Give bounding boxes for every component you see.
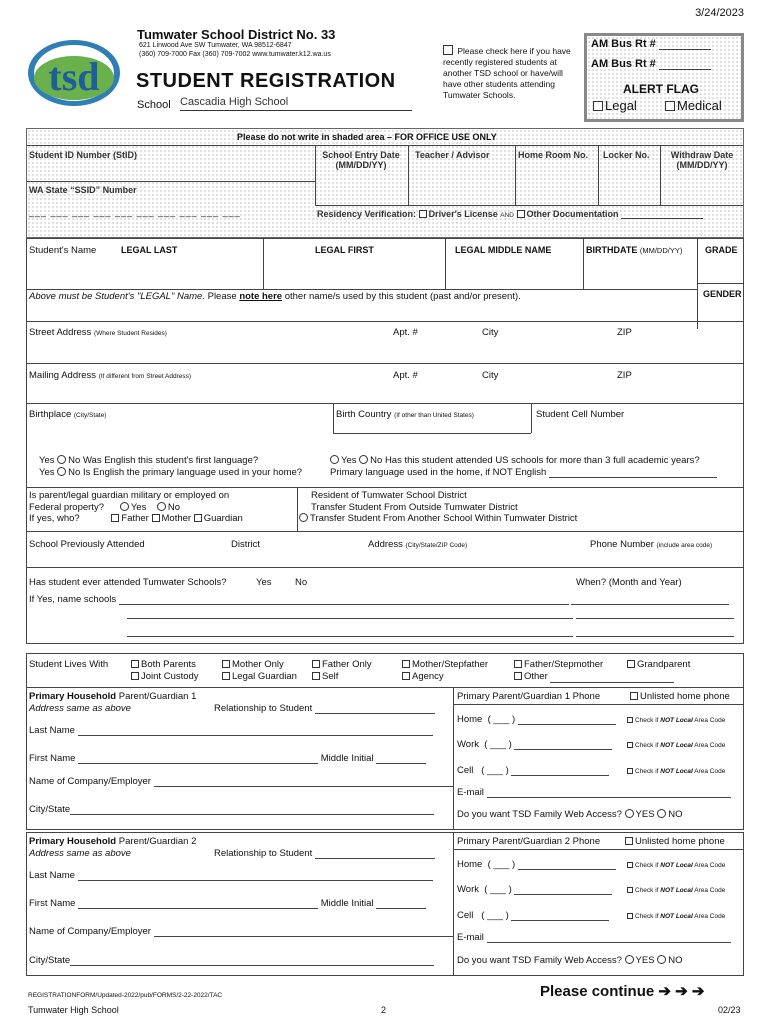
guardian-1-first[interactable]: First Name Middle Initial: [29, 753, 426, 764]
street-zip[interactable]: ZIP: [617, 327, 632, 338]
birthplace[interactable]: Birthplace (City/State): [29, 409, 107, 420]
guardian-1-home-phone[interactable]: Home ( ___ ): [457, 714, 616, 725]
gender-label[interactable]: GENDER: [703, 289, 742, 299]
guardian-1-work-phone[interactable]: Work ( ___ ): [457, 739, 612, 750]
registration-form: [26, 238, 744, 644]
form-revision: 02/23: [718, 1005, 741, 1015]
guardian-1-section: [26, 687, 744, 830]
guardian-2-web-access: Do you want TSD Family Web Access? YES NO: [457, 955, 683, 966]
continue-arrows-icon: ➔ ➔ ➔: [658, 983, 705, 1000]
military-q: Is parent/legal guardian military or employed on Federal property? Yes No If yes, who? Father Mother Guardian: [29, 490, 243, 524]
legal-flag[interactable]: Legal: [593, 98, 637, 113]
military-mother-checkbox[interactable]: [152, 514, 160, 522]
guardian-1-work-local[interactable]: Check if NOT Local Area Code: [627, 742, 725, 749]
lives-self[interactable]: Self: [312, 671, 372, 683]
lives-father-stepmother[interactable]: Father/Stepmother: [514, 659, 674, 671]
us-schools-no-radio[interactable]: [359, 455, 368, 464]
school-value: Cascadia High School: [180, 96, 289, 108]
street-city[interactable]: City: [482, 327, 499, 338]
residency-verification: Residency Verification: Driver's License AND Other Documentation: [317, 209, 703, 219]
alert-flag: ALERT FLAG: [623, 82, 699, 96]
guardian-2-cell-local[interactable]: Check if NOT Local Area Code: [627, 913, 725, 920]
language-q1[interactable]: Yes No Was English this student's first language?: [39, 455, 259, 466]
attended-names-line3[interactable]: [127, 627, 734, 637]
prev-address[interactable]: Address (City/State/ZIP Code): [368, 539, 468, 550]
attended-no[interactable]: No: [295, 577, 308, 588]
attended-yes[interactable]: Yes: [256, 577, 272, 588]
guardian-1-title: Primary Household Parent/Guardian 1: [29, 691, 197, 702]
guardian-2-first[interactable]: First Name Middle Initial: [29, 898, 426, 909]
student-id-label: Student ID Number (StID): [29, 150, 137, 160]
military-guardian-checkbox[interactable]: [194, 514, 202, 522]
guardian-1-relationship[interactable]: Relationship to Student: [214, 703, 435, 714]
locker-label: Locker No.: [603, 150, 650, 160]
form-title: STUDENT REGISTRATION: [136, 70, 396, 92]
english-home-yes-radio[interactable]: [57, 467, 66, 476]
guardian-2-title: Primary Household Parent/Guardian 2: [29, 836, 197, 847]
guardian-2-same-address[interactable]: Address same as above: [29, 848, 131, 859]
entry-date-label: School Entry Date (MM/DD/YY): [322, 150, 400, 170]
office-use-area: [26, 128, 744, 238]
guardian-1-web-access: Do you want TSD Family Web Access? YES NO: [457, 809, 683, 820]
guardian-1-unlisted[interactable]: Unlisted home phone: [630, 691, 730, 702]
guardian-2-email[interactable]: E-mail: [457, 932, 731, 943]
language-q4[interactable]: Primary language used in the home, if NOT English: [330, 467, 717, 478]
guardian-2-web-yes-radio[interactable]: [625, 955, 634, 964]
legal-name-note[interactable]: Above must be Student's "LEGAL" Name. Please note here other name/s used by this student (past and/or present).: [29, 291, 521, 302]
form-id: REGISTRATIONFORM/Updated-2022/pub/FORMS/2-22-2022/TAC: [28, 992, 223, 999]
teacher-label: Teacher / Advisor: [415, 150, 490, 160]
mailing-address[interactable]: Mailing Address (If different from Street Address): [29, 370, 192, 381]
mailing-zip[interactable]: ZIP: [617, 370, 632, 381]
page-number: 2: [381, 1005, 387, 1015]
military-no-radio[interactable]: [157, 502, 166, 511]
guardian-1-phone-title: Primary Parent/Guardian 1 Phone: [457, 691, 601, 702]
guardian-2-last[interactable]: Last Name: [29, 870, 433, 881]
guardian-2-work-local[interactable]: Check if NOT Local Area Code: [627, 887, 725, 894]
street-address[interactable]: Street Address (Where Student Resides): [29, 327, 167, 338]
school-field[interactable]: [180, 96, 412, 111]
transfer-outside-option[interactable]: Transfer Student From Outside Tumwater District: [311, 501, 518, 513]
language-q3[interactable]: Yes No Has this student attended US schools for more than 3 full academic years?: [330, 455, 700, 466]
guardian-2-work-phone[interactable]: Work ( ___ ): [457, 884, 612, 895]
am-bus-1: AM Bus Rt #: [591, 38, 711, 50]
office-bus-box: [584, 33, 744, 122]
attended-q: Has student ever attended Tumwater Schools?: [29, 577, 227, 588]
lives-both-parents[interactable]: Both Parents: [131, 659, 199, 671]
legal-last-label[interactable]: LEGAL LAST: [121, 245, 178, 255]
guardian-2-section: [26, 832, 744, 976]
lives-father-only[interactable]: Father Only: [312, 659, 372, 671]
birth-country[interactable]: Birth Country (If other than United States): [336, 409, 474, 420]
guardian-1-cell-local[interactable]: Check if NOT Local Area Code: [627, 768, 725, 775]
other-students-notice: [443, 45, 578, 101]
withdraw-label: Withdraw Date (MM/DD/YY): [670, 150, 734, 170]
legal-first-label[interactable]: LEGAL FIRST: [315, 245, 374, 255]
prev-school[interactable]: School Previously Attended: [29, 539, 145, 550]
ssid-blanks[interactable]: ___ ___ ___ ___ ___ ___ ___ ___ ___ ___: [29, 207, 241, 217]
guardian-2-phone-title: Primary Parent/Guardian 2 Phone: [457, 836, 601, 847]
district-address: 621 Linwood Ave SW Tumwater, WA 98512-6847: [139, 42, 292, 49]
home-room-label: Home Room No.: [518, 150, 589, 160]
attended-when[interactable]: When? (Month and Year): [576, 577, 682, 588]
resident-option[interactable]: Resident of Tumwater School District: [311, 490, 467, 501]
mailing-apt[interactable]: Apt. #: [393, 370, 418, 381]
notice-text: Please check here if you have recently registered students at another TSD school or have/will have other students attending Tumwater Schools.: [443, 46, 571, 100]
lives-legal-guardian[interactable]: Legal Guardian: [222, 671, 297, 683]
guardian-2-relationship[interactable]: Relationship to Student: [214, 848, 435, 859]
english-first-yes-radio[interactable]: [57, 455, 66, 464]
lives-joint-custody[interactable]: Joint Custody: [131, 671, 199, 683]
grade-label[interactable]: GRADE: [705, 245, 738, 255]
lives-mother-stepfather[interactable]: Mother/Stepfather: [402, 659, 488, 671]
transfer-within-option[interactable]: Transfer Student From Another School Within Tumwater District: [299, 513, 577, 525]
lives-with-section: [26, 653, 744, 687]
students-name-label: Student's Name: [29, 245, 97, 256]
guardian-2-unlisted[interactable]: Unlisted home phone: [625, 836, 725, 847]
residency-status: [299, 490, 577, 525]
prev-phone[interactable]: Phone Number (include area code): [590, 539, 713, 550]
street-apt[interactable]: Apt. #: [393, 327, 418, 338]
lives-agency[interactable]: Agency: [402, 671, 488, 683]
lives-other[interactable]: Other: [514, 671, 674, 683]
guardian-2-citystate[interactable]: City/State: [29, 955, 434, 966]
date: 3/24/2023: [695, 7, 744, 19]
district-name: Tumwater School District No. 33: [137, 27, 336, 42]
please-continue: Please continue ➔ ➔ ➔: [540, 983, 705, 1000]
am-bus-2: AM Bus Rt #: [591, 58, 711, 70]
footer-school: Tumwater High School: [28, 1005, 119, 1015]
school-label: School: [137, 99, 171, 111]
guardian-1-email[interactable]: E-mail: [457, 787, 731, 798]
us-schools-yes-radio[interactable]: [330, 455, 339, 464]
attended-names[interactable]: If Yes, name schools: [29, 594, 729, 605]
ssid-label: WA State “SSID” Number: [29, 185, 137, 195]
guardian-2-web-no-radio[interactable]: [657, 955, 666, 964]
birthdate-label[interactable]: BIRTHDATE (MM/DD/YY): [586, 245, 683, 255]
attended-names-line2[interactable]: [127, 609, 734, 619]
lives-grandparent[interactable]: Grandparent: [627, 659, 690, 670]
language-q2[interactable]: Yes No Is English the primary language used in your home?: [39, 467, 303, 478]
guardian-1-home-local[interactable]: Check if NOT Local Area Code: [627, 717, 725, 724]
legal-middle-label[interactable]: LEGAL MIDDLE NAME: [455, 245, 552, 255]
other-students-checkbox[interactable]: [443, 45, 453, 55]
office-note: Please do not write in shaded area – FOR OFFICE USE ONLY: [237, 132, 497, 142]
guardian-1-web-no-radio[interactable]: [657, 809, 666, 818]
guardian-2-home-phone[interactable]: Home ( ___ ): [457, 859, 616, 870]
guardian-1-cell-phone[interactable]: Cell ( ___ ): [457, 765, 609, 776]
other-doc-checkbox[interactable]: [517, 210, 525, 218]
guardian-1-citystate[interactable]: City/State: [29, 804, 434, 815]
guardian-2-cell-phone[interactable]: Cell ( ___ ): [457, 910, 609, 921]
student-cell[interactable]: Student Cell Number: [536, 409, 625, 420]
guardian-2-home-local[interactable]: Check if NOT Local Area Code: [627, 862, 725, 869]
district-contact: (360) 709-7000 Fax (360) 709-7002 www.tumwater.k12.wa.us: [139, 51, 331, 58]
drivers-license-checkbox[interactable]: [419, 210, 427, 218]
prev-district[interactable]: District: [231, 539, 261, 550]
military-father-checkbox[interactable]: [111, 514, 119, 522]
svg-text:tsd: tsd: [48, 54, 100, 99]
medical-flag[interactable]: Medical: [665, 98, 722, 113]
guardian-2-company[interactable]: Name of Company/Employer: [29, 926, 454, 937]
guardian-1-company[interactable]: Name of Company/Employer: [29, 776, 454, 787]
guardian-1-last[interactable]: Last Name: [29, 725, 433, 736]
military-yes-radio[interactable]: [120, 502, 129, 511]
lives-mother-only[interactable]: Mother Only: [222, 659, 297, 671]
guardian-1-same-address[interactable]: Address same as above: [29, 703, 131, 714]
district-logo: [26, 38, 122, 108]
mailing-city[interactable]: City: [482, 370, 499, 381]
lives-with-label: Student Lives With: [29, 659, 109, 670]
guardian-1-web-yes-radio[interactable]: [625, 809, 634, 818]
